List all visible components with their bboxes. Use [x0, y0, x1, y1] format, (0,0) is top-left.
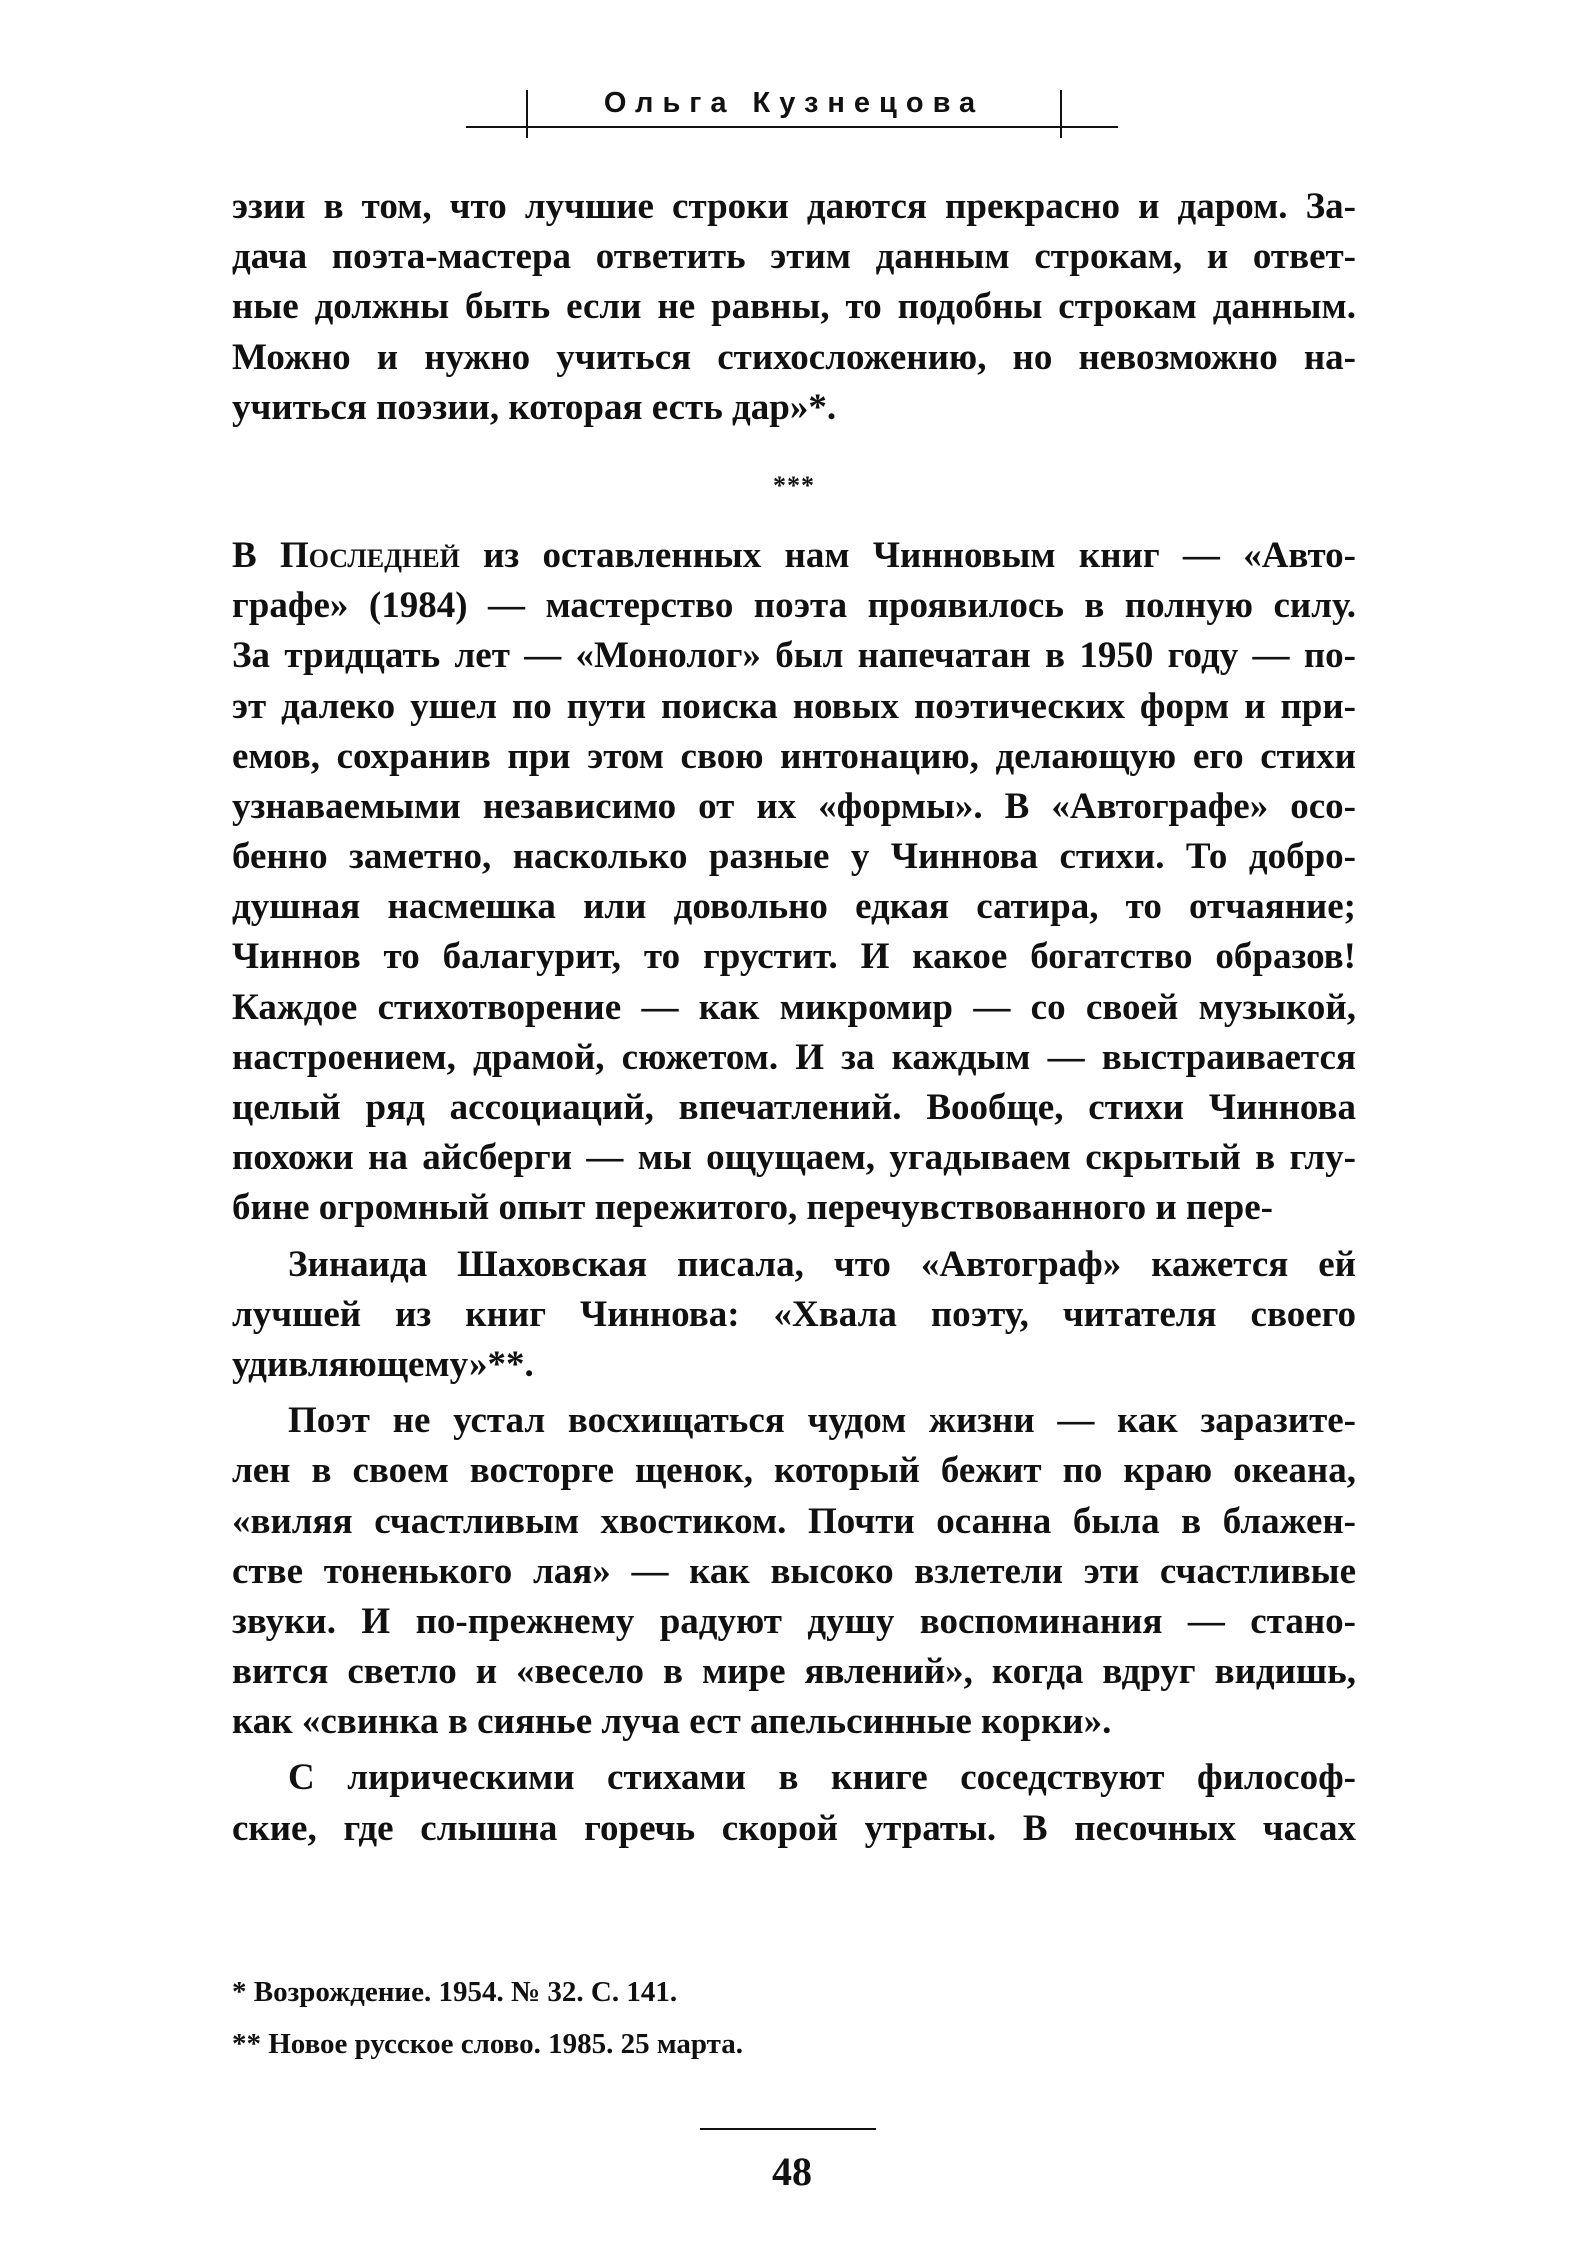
text-line: Можно и нужно учиться стихосложению, но невозможно на-: [232, 336, 1356, 378]
text-line: звуки. И по-прежнему радуют душу воспоминания — стано-: [232, 1600, 1356, 1642]
text-line: настроением, драмой, сюжетом. И за каждым — выстраивается: [232, 1036, 1356, 1078]
text-line: лен в своем восторге щенок, который бежит по краю океана,: [232, 1450, 1356, 1492]
text-line: как «свинка в сиянье луча ест апельсинные корки».: [232, 1701, 1112, 1743]
text-line: ные должны быть если не равны, то подобны строкам данным.: [232, 286, 1356, 328]
text-line: лучшей из книг Чиннова: «Хвала поэту, читателя своего: [232, 1293, 1356, 1335]
paragraph-5: [232, 1753, 1356, 1853]
text-line: ские, где слышна горечь скорой утраты. В песочных часах: [232, 1807, 1356, 1849]
text-line: дача поэта-мастера ответить этим данным строкам, и ответ-: [232, 236, 1356, 278]
text-line: стве тоненького лая» — как высоко взлетели эти счастливые: [232, 1550, 1356, 1592]
text-line: бине огромный опыт пережитого, перечувствованного и пере-: [232, 1187, 1273, 1229]
footnote-2: ** Новое русское слово. 1985. 25 марта.: [232, 2028, 743, 2060]
body-text: [232, 182, 1356, 1854]
text-line: графе» (1984) — мастерство поэта проявилось в полную силу.: [232, 585, 1356, 627]
text-line: За тридцать лет — «Монолог» был напечатан в 1950 году — по-: [232, 635, 1356, 677]
running-header: [466, 86, 1118, 138]
text-line: вится светло и «весело в мире явлений», когда вдруг видишь,: [232, 1651, 1356, 1693]
header-rule: [466, 126, 1118, 128]
text-line: эзии в том, что лучшие строки даются прекрасно и даром. За-: [232, 186, 1356, 227]
text-line: узнаваемыми независимо от их «формы». В «Автографе» осо-: [232, 785, 1356, 827]
paragraph-1: [232, 182, 1356, 433]
paragraph-4: [232, 1396, 1356, 1747]
section-lead-words: В Последней: [232, 534, 460, 576]
text-line: «виляя счастливым хвостиком. Почти осанна была в блажен-: [232, 1500, 1356, 1542]
footnote-1: * Возрождение. 1954. № 32. С. 141.: [232, 1976, 678, 2008]
text-line: Зинаида Шаховская писала, что «Автограф» кажется ей: [288, 1243, 1356, 1285]
page-number-rule: [700, 2128, 876, 2130]
text-line: учиться поэзии, которая есть дар»*.: [232, 386, 837, 428]
text-line: Каждое стихотворение — как микромир — со своей музыкой,: [232, 986, 1356, 1028]
text-line-rest: из оставленных нам Чинновым книг — «Авто-: [459, 534, 1356, 576]
text-line: бенно заметно, насколько разные у Чиннова стихи. То добро-: [232, 836, 1356, 878]
footnotes: [232, 1966, 1356, 2070]
text-line: [232, 531, 1356, 581]
text-line: емов, сохранив при этом свою интонацию, делающую его стихи: [232, 735, 1356, 777]
text-line: целый ряд ассоциаций, впечатлений. Вообще, стихи Чиннова: [232, 1087, 1356, 1128]
page-number: 48: [772, 2149, 812, 2194]
header-tick-right: [1060, 90, 1062, 138]
section-separator: ***: [773, 470, 815, 500]
text-line: похожи на айсберги — мы ощущаем, угадываем скрытый в глу-: [232, 1137, 1356, 1179]
paragraph-2: [232, 531, 1356, 1234]
text-line: Поэт не устал восхищаться чудом жизни — как заразите-: [288, 1400, 1356, 1442]
text-line: эт далеко ушел по пути поиска новых поэтических форм и при-: [232, 685, 1356, 727]
text-line: С лирическими стихами в книге соседствуют философ-: [288, 1757, 1356, 1799]
header-author: Ольга Кузнецова: [603, 87, 985, 119]
text-line: душная насмешка или довольно едкая сатира, то отчаяние;: [232, 886, 1356, 928]
paragraph-3: [232, 1240, 1356, 1391]
text-line: Чиннов то балагурит, то грустит. И какое богатство образов!: [232, 936, 1356, 978]
text-line: удивляющему»**.: [232, 1343, 534, 1385]
